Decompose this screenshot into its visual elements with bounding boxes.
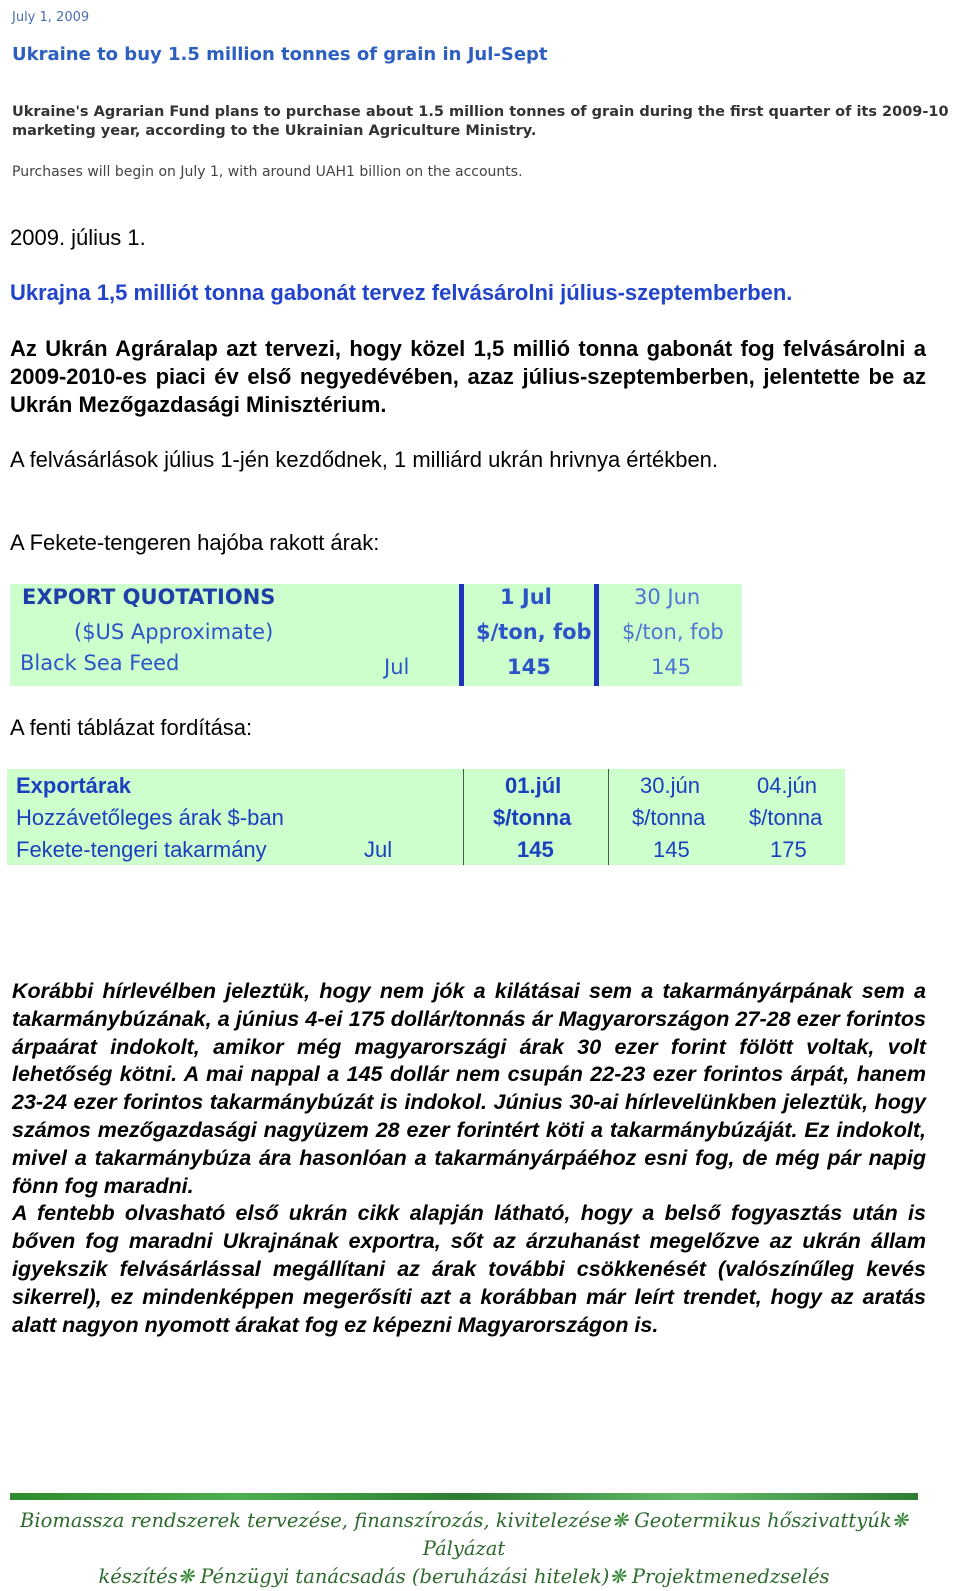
footer-item: Pályázat: [422, 1537, 506, 1560]
footer-services: [10, 1507, 918, 1591]
export-quotations-table: [10, 584, 742, 686]
hu-table-col2-unit: $/tonna: [632, 805, 706, 830]
hungarian-article-headline: Ukrajna 1,5 milliót tonna gabonát tervez felvásárolni július-szeptemberben.: [10, 280, 793, 305]
translation-label: A fenti táblázat fordítása:: [10, 715, 253, 740]
english-article-date: July 1, 2009: [12, 10, 90, 25]
hu-table-col3-unit: $/tonna: [749, 805, 823, 830]
footer-item: Pénzügyi tanácsadás (beruházási hitelek): [200, 1565, 610, 1588]
export-table-month: Jul: [384, 655, 410, 679]
table-divider: [463, 769, 464, 865]
commentary-paragraph-1: Korábbi hírlevélben jeleztük, hogy nem jók a kilátásai sem a takarmányárpának sem a takarmánybúzának, a június 4-ei 175 dollár/tonnás ár Magyarországon 27-28 ezer forintos árpaárat indokolt, amikor még magyarországi árak 30 ezer forint fölött voltak, volt lehetőség kötni. A mai nappal a 145 dollár nem csupán 22-23 ezer forintos árpát, hanem 23-24 ezer forintos takarmánybúzát is indokol. Június 30-ai hírlevelünkben jeleztük, hogy számos mezőgazdasági nagyüzem 28 ezer forintért köti a takarmánybúzáját. Ez indokolt, mivel a takarmánybúza ára hasonlóan a takarmányárpáéhoz esni fog, de még pár napig fönn fog maradni.: [12, 979, 926, 1198]
hu-table-col3-value: 175: [770, 837, 807, 862]
hu-table-col1-unit: $/tonna: [493, 805, 572, 830]
footer-item: Geotermikus hőszivattyúk: [634, 1509, 892, 1532]
export-table-subtitle: ($US Approximate): [74, 620, 274, 644]
hungarian-article-lead: Az Ukrán Agráralap azt tervezi, hogy közel 1,5 millió tonna gabonát fog felvásárolni a 2009-2010-es piaci év első negyedévében, azaz július-szeptemberben, jelentette be az Ukrán Mezőgazdasági Minisztérium.: [10, 336, 926, 417]
flower-icon: ❋: [611, 1509, 628, 1532]
footer-item: készítés: [98, 1565, 178, 1588]
hu-table-col2-value: 145: [653, 837, 690, 862]
hu-table-col3-date: 04.jún: [757, 773, 817, 798]
hu-table-title: Exportárak: [16, 773, 131, 798]
commentary: [12, 978, 926, 1339]
prices-label: A Fekete-tengeren hajóba rakott árak:: [10, 530, 380, 555]
flower-icon: ❋: [609, 1565, 626, 1588]
export-table-col2-value: 145: [651, 655, 692, 679]
footer-item: Projektmenedzselés: [631, 1565, 830, 1588]
table-divider: [608, 769, 609, 865]
english-article-summary: Ukraine's Agrarian Fund plans to purchase about 1.5 million tonnes of grain during the first quarter of its 2009-10 marketing year, according to the Ukrainian Agriculture Ministry.: [12, 104, 949, 139]
hu-table-row-label: Fekete-tengeri takarmány: [16, 837, 267, 862]
hungarian-article-purchases: A felvásárlások július 1-jén kezdődnek, 1 milliárd ukrán hrivnya értékben.: [10, 447, 719, 472]
commentary-paragraph-2: A fentebb olvasható első ukrán cikk alapján látható, hogy a belső fogyasztás után is bőven fog maradni Ukrajnának exportra, sőt az árzuhanást megelőzve az ukrán állam igyekszik felvásárlással megállítani az árak további csökkenését (valószínűleg kevés sikerrel), ez mindenképpen megerősíti azt a korábban már leírt trendet, hogy az aratás alatt nagyon nyomott árakat fog ez képezni Magyarországon is.: [12, 1201, 926, 1337]
table-divider: [459, 584, 464, 686]
export-table-col2-unit: $/ton, fob: [622, 620, 724, 644]
hu-table-subtitle: Hozzávetőleges árak $-ban: [16, 805, 284, 830]
hu-table-month: Jul: [364, 837, 393, 862]
english-article-purchases: Purchases will begin on July 1, with around UAH1 billion on the accounts.: [12, 164, 523, 180]
flower-icon: ❋: [177, 1565, 195, 1588]
export-table-title: EXPORT QUOTATIONS: [22, 585, 276, 609]
hu-table-col1-date: 01.júl: [505, 773, 562, 798]
hungarian-article-date: 2009. július 1.: [10, 225, 146, 250]
footer-item: Biomassza rendszerek tervezése, finanszírozás, kivitelezése: [20, 1509, 612, 1532]
hu-table-col1-value: 145: [517, 837, 554, 862]
export-table-row-label: Black Sea Feed: [20, 651, 180, 675]
table-divider: [594, 584, 599, 686]
english-article-headline: Ukraine to buy 1.5 million tonnes of grain in Jul-Sept: [12, 44, 548, 65]
export-table-col1-value: 145: [507, 655, 551, 679]
hu-table-col2-date: 30.jún: [640, 773, 700, 798]
export-table-col2-date: 30 Jun: [634, 585, 701, 609]
export-table-col1-date: 1 Jul: [500, 585, 552, 609]
translated-quotations-table: [7, 769, 845, 865]
footer-divider: [10, 1493, 918, 1500]
export-table-col1-unit: $/ton, fob: [476, 620, 592, 644]
flower-icon: ❋: [891, 1509, 908, 1532]
